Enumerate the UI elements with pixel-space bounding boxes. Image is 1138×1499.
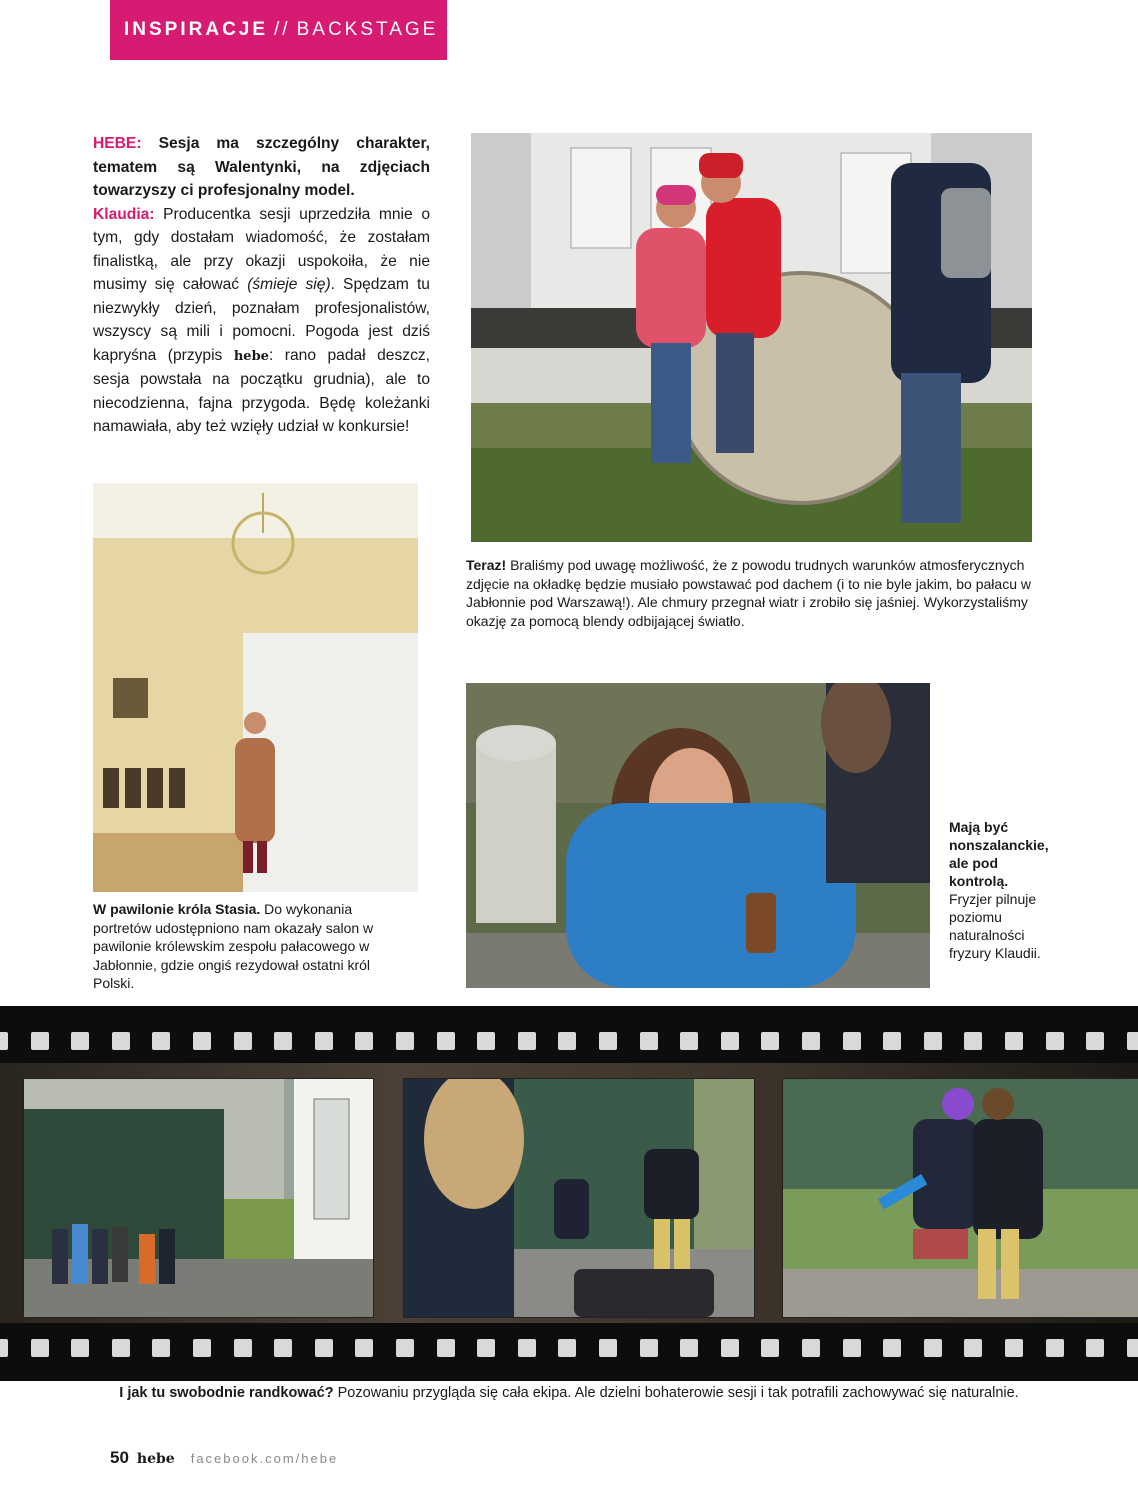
film-frame-dance: [403, 1078, 755, 1318]
film-sprocket-hole: [31, 1032, 49, 1050]
interview-text: [93, 132, 430, 439]
film-sprocket-hole: [721, 1339, 739, 1357]
film-sprocket-hole: [71, 1339, 89, 1357]
film-sprocket-hole: [31, 1339, 49, 1357]
film-sprocket-hole: [1127, 1032, 1138, 1050]
film-sprocket-hole: [1086, 1032, 1104, 1050]
film-sprocket-hole: [112, 1339, 130, 1357]
film-sprocket-hole: [0, 1032, 8, 1050]
answer-text-3: : rano padał deszcz, sesja powstała na początku grudnia), ale to niecodzienna, fajna przygoda. Będę koleżanki namawiała, aby też wzięły udział w konkursie!: [93, 346, 430, 435]
film-sprocket-hole: [1127, 1339, 1138, 1357]
film-sprocket-hole: [640, 1339, 658, 1357]
photo-salon-interior: [93, 483, 418, 892]
film-sprocket-hole: [761, 1339, 779, 1357]
film-sprocket-hole: [355, 1032, 373, 1050]
film-sprocket-hole: [477, 1339, 495, 1357]
film-sprocket-hole: [71, 1032, 89, 1050]
question-text: Sesja ma szczególny charakter, tematem są Walentynki, na zdjęciach towarzyszy ci profesjonalny model.: [93, 135, 430, 199]
film-sprocket-hole: [599, 1339, 617, 1357]
section-title: INSPIRACJE: [124, 19, 269, 40]
film-sprocket-hole: [315, 1339, 333, 1357]
film-sprocket-hole: [924, 1339, 942, 1357]
film-sprocket-hole: [0, 1339, 8, 1357]
film-holes-top: [0, 1032, 1138, 1050]
caption-teraz-text: Braliśmy pod uwagę możliwość, że z powodu trudnych warunków atmosferycznych zdjęcie na okładkę będzie musiało powstawać pod dachem (i to nie byle jakim, bo pałacu w Jabłonnie pod Warszawą!). Ale chmury przegnał wiatr i zrobiło się jaśniej. Wykorzystaliśmy okazję za pomocą blendy odbijającej światło.: [466, 557, 1031, 629]
caption-fryzjer-bold: Mają być nonszalanckie, ale pod kontrolą.: [949, 819, 1049, 889]
film-sprocket-hole: [599, 1032, 617, 1050]
film-sprocket-hole: [802, 1032, 820, 1050]
page-footer: [110, 1448, 338, 1468]
film-frame-hug: [782, 1078, 1138, 1318]
film-sprocket-hole: [274, 1032, 292, 1050]
answer-text-1: Producentka sesji uprzedziła mnie o tym, gdy dostałam wiadomość, że zostałam finalistką, ale przy okazji uspokoiła, że nie musimy się całować: [93, 205, 430, 293]
answer-paragraph: [93, 203, 430, 439]
page-number: 50: [110, 1448, 129, 1467]
film-sprocket-hole: [152, 1339, 170, 1357]
answer-emphasis: (śmieje się): [247, 276, 331, 293]
facebook-link[interactable]: facebook.com/hebe: [190, 1451, 339, 1466]
film-sprocket-hole: [761, 1032, 779, 1050]
caption-pawilon: [93, 900, 413, 993]
section-header: [110, 0, 447, 60]
caption-pawilon-text: Do wykonania portretów udostępniono nam okazały salon w pawilonie królewskim zespołu pałacowego w Jabłonnie, gdzie ongiś rezydował ostatni król Polski.: [93, 901, 374, 991]
film-sprocket-hole: [558, 1032, 576, 1050]
film-sprocket-hole: [437, 1032, 455, 1050]
caption-film: [0, 1385, 1138, 1401]
film-sprocket-hole: [883, 1032, 901, 1050]
film-sprocket-hole: [234, 1032, 252, 1050]
film-sprocket-hole: [1046, 1339, 1064, 1357]
caption-film-bold: I jak tu swobodnie randkować?: [119, 1385, 334, 1401]
film-frame-crew: [23, 1078, 374, 1318]
film-sprocket-hole: [152, 1032, 170, 1050]
answer-text-2: . Spędzam tu niezwykły dzień, poznałam profesjonalistów, wszyscy są mili i pomocni. Pogoda jest dziś kapryśna (przypis: [93, 276, 430, 364]
film-sprocket-hole: [843, 1032, 861, 1050]
film-sprocket-hole: [355, 1339, 373, 1357]
film-sprocket-hole: [680, 1032, 698, 1050]
film-sprocket-hole: [883, 1339, 901, 1357]
film-sprocket-hole: [396, 1339, 414, 1357]
photo-couple-palace: [471, 133, 1032, 542]
film-sprocket-hole: [477, 1032, 495, 1050]
film-sprocket-hole: [193, 1339, 211, 1357]
film-sprocket-hole: [234, 1339, 252, 1357]
film-holes-bottom: [0, 1339, 1138, 1357]
film-sprocket-hole: [721, 1032, 739, 1050]
film-sprocket-hole: [802, 1339, 820, 1357]
section-separator: //: [274, 19, 291, 40]
film-sprocket-hole: [640, 1032, 658, 1050]
footer-brand: hebe: [136, 1451, 175, 1467]
answer-brand: hebe: [233, 348, 269, 364]
section-subtitle: BACKSTAGE: [296, 19, 439, 40]
film-sprocket-hole: [680, 1339, 698, 1357]
question-paragraph: [93, 132, 430, 203]
film-sprocket-hole: [1005, 1339, 1023, 1357]
film-sprocket-hole: [274, 1339, 292, 1357]
film-sprocket-hole: [1086, 1339, 1104, 1357]
film-sprocket-hole: [1005, 1032, 1023, 1050]
film-sprocket-hole: [843, 1339, 861, 1357]
film-sprocket-hole: [924, 1032, 942, 1050]
film-sprocket-hole: [437, 1339, 455, 1357]
photo-hairstylist: [466, 683, 930, 988]
film-sprocket-hole: [964, 1339, 982, 1357]
film-sprocket-hole: [112, 1032, 130, 1050]
caption-fryzjer: [949, 818, 1049, 962]
caption-fryzjer-text: Fryzjer pilnuje poziomu naturalności fryzury Klaudii.: [949, 891, 1041, 961]
caption-teraz: [466, 556, 1036, 630]
film-sprocket-hole: [193, 1032, 211, 1050]
answer-label: Klaudia:: [93, 205, 155, 223]
film-sprocket-hole: [315, 1032, 333, 1050]
question-label: HEBE:: [93, 135, 142, 152]
film-sprocket-hole: [518, 1339, 536, 1357]
film-sprocket-hole: [558, 1339, 576, 1357]
film-sprocket-hole: [396, 1032, 414, 1050]
caption-teraz-bold: Teraz!: [466, 557, 507, 573]
caption-film-text: Pozowaniu przygląda się cała ekipa. Ale dzielni bohaterowie sesji i tak potrafili zachowywać się naturalnie.: [333, 1385, 1019, 1401]
caption-pawilon-bold: W pawilonie króla Stasia.: [93, 901, 261, 917]
film-sprocket-hole: [1046, 1032, 1064, 1050]
film-sprocket-hole: [518, 1032, 536, 1050]
film-sprocket-hole: [964, 1032, 982, 1050]
